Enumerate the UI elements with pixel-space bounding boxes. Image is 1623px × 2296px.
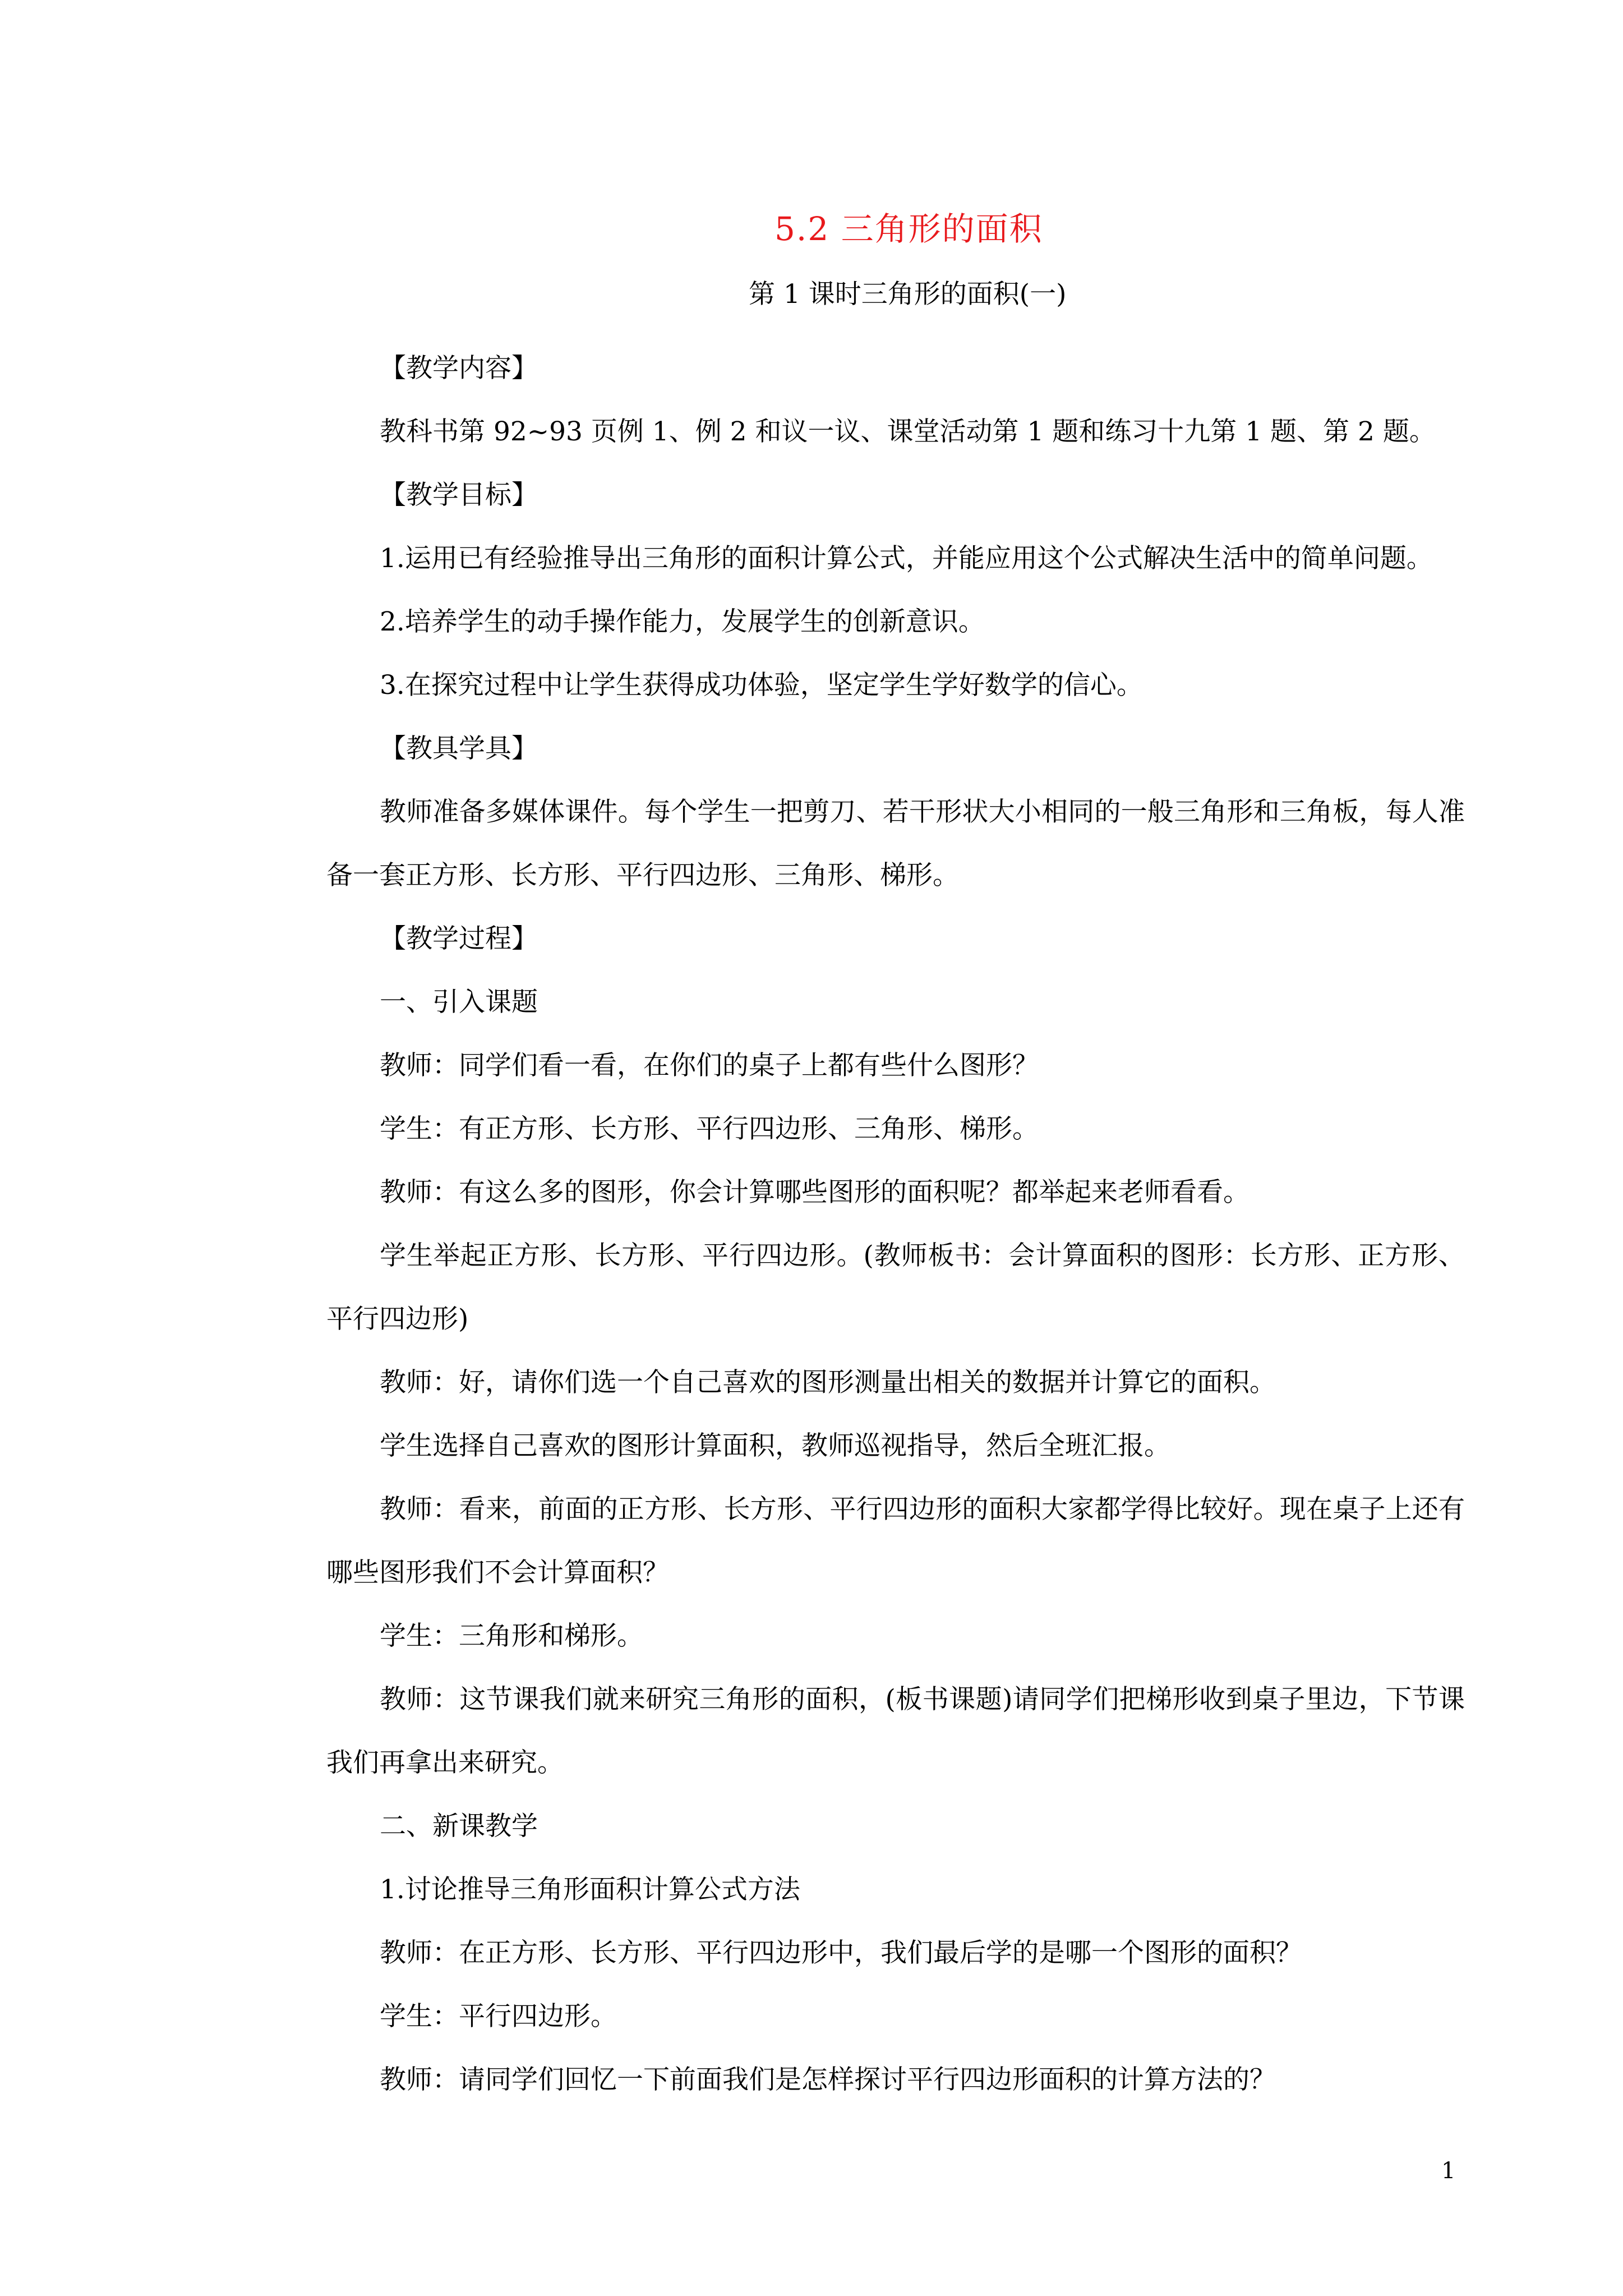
body-text	[326, 337, 1465, 2111]
paragraph: 教师：同学们看一看，在你们的桌子上都有些什么图形？	[380, 1050, 1039, 1081]
section-heading-content: 【教学内容】	[380, 353, 538, 384]
paragraph: 教师：好，请你们选一个自己喜欢的图形测量出相关的数据并计算它的面积。	[380, 1367, 1276, 1398]
section-heading-objectives: 【教学目标】	[380, 480, 538, 510]
section-heading-tools: 【教具学具】	[380, 733, 538, 764]
paragraph: 学生选择自己喜欢的图形计算面积，教师巡视指导，然后全班汇报。	[380, 1430, 1170, 1461]
paragraph: 教师：请同学们回忆一下前面我们是怎样探讨平行四边形面积的计算方法的？	[380, 2064, 1276, 2095]
page-number: 1	[1441, 2158, 1456, 2184]
paragraph: 教师：这节课我们就来研究三角形的面积，(板书课题)请同学们把梯形收到桌子里边，下节课我们再拿出来研究。	[326, 1684, 1465, 1778]
paragraph: 学生：三角形和梯形。	[380, 1621, 643, 1651]
page-subtitle: 第 1 课时三角形的面积(一)	[749, 279, 1067, 310]
subsection-heading: 一、引入课题	[380, 987, 538, 1018]
paragraph: 教科书第 92~93 页例 1、例 2 和议一议、课堂活动第 1 题和练习十九第 1 题、第 2 题。	[380, 416, 1436, 447]
paragraph: 教师：在正方形、长方形、平行四边形中，我们最后学的是哪一个图形的面积？	[380, 1938, 1302, 1968]
paragraph: 3.在探究过程中让学生获得成功体验，坚定学生学好数学的信心。	[380, 670, 1143, 701]
paragraph: 1.讨论推导三角形面积计算公式方法	[380, 1874, 800, 1905]
paragraph: 学生：有正方形、长方形、平行四边形、三角形、梯形。	[380, 1114, 1039, 1144]
paragraph: 教师：有这么多的图形，你会计算哪些图形的面积呢？都举起来老师看看。	[380, 1177, 1249, 1208]
paragraph: 学生举起正方形、长方形、平行四边形。(教师板书：会计算面积的图形：长方形、正方形、平行四边形)	[326, 1240, 1465, 1335]
paragraph: 教师准备多媒体课件。每个学生一把剪刀、若干形状大小相同的一般三角形和三角板，每人准备一套正方形、长方形、平行四边形、三角形、梯形。	[326, 797, 1465, 891]
section-heading-process: 【教学过程】	[380, 923, 538, 954]
paragraph: 教师：看来，前面的正方形、长方形、平行四边形的面积大家都学得比较好。现在桌子上还有哪些图形我们不会计算面积？	[326, 1494, 1465, 1588]
paragraph: 2.培养学生的动手操作能力，发展学生的创新意识。	[380, 606, 985, 637]
paragraph: 学生：平行四边形。	[380, 2001, 617, 2032]
page-title: 5.2 三角形的面积	[774, 210, 1043, 248]
subsection-heading: 二、新课教学	[380, 1811, 538, 1842]
paragraph: 1.运用已有经验推导出三角形的面积计算公式，并能应用这个公式解决生活中的简单问题。	[380, 543, 1433, 574]
